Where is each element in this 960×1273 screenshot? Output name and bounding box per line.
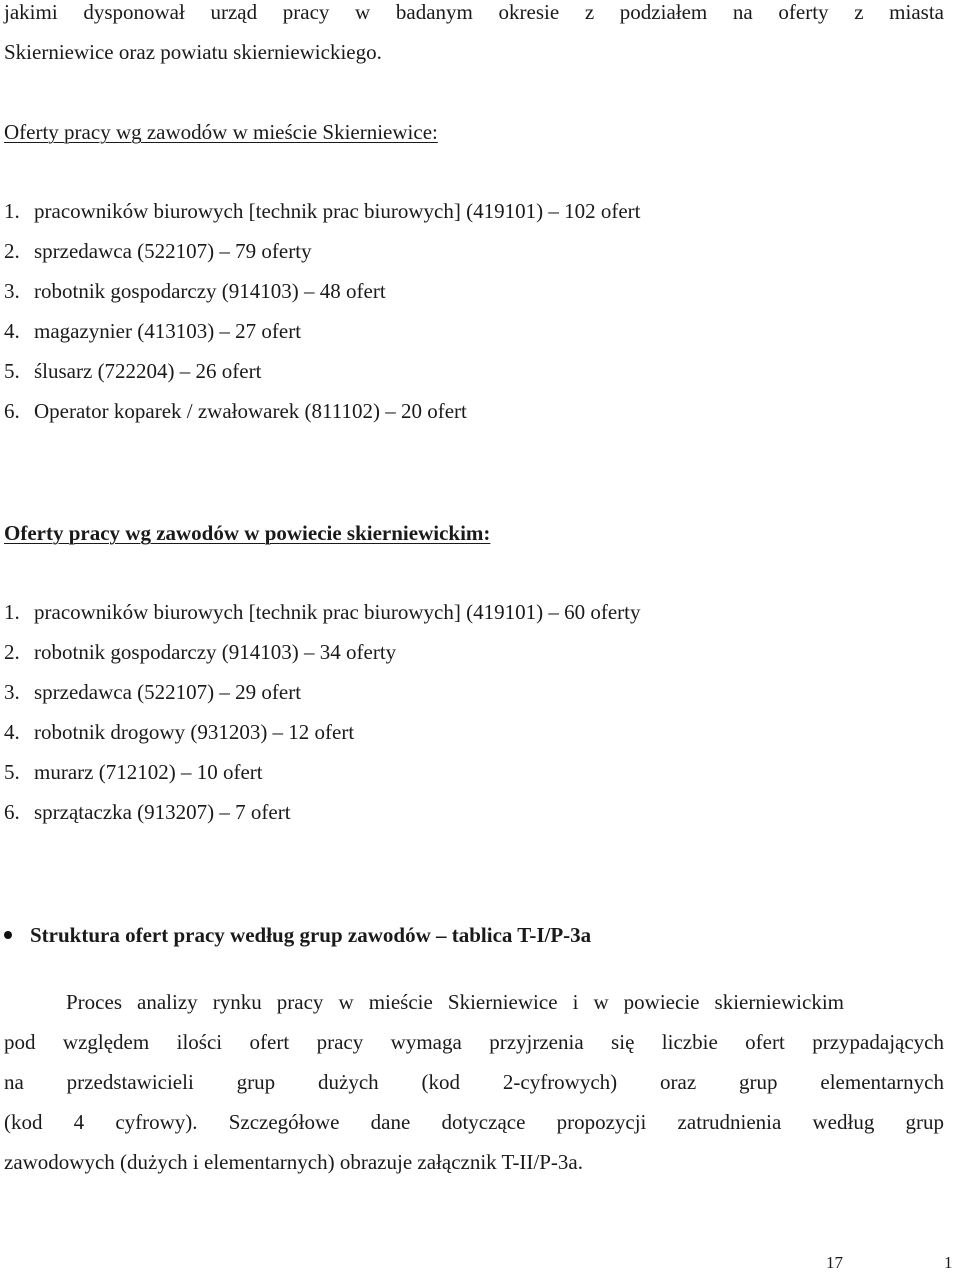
structure-section-title: Struktura ofert pracy według grup zawodów – tablica T-I/P-3a (30, 923, 592, 947)
paragraph-line-4: (kod 4 cyfrowy). Szczegółowe dane dotyczące propozycji zatrudnienia według grup (4, 1110, 944, 1134)
list-item (4, 280, 641, 320)
list-item-number: 2. (4, 239, 20, 263)
list-item-number: 6. (4, 399, 20, 423)
list-item-number: 5. (4, 760, 20, 784)
paragraph-line-5: zawodowych (dużych i elementarnych) obrazuje załącznik T-II/P-3a. (4, 1150, 583, 1174)
list-item-number: 1. (4, 600, 20, 624)
paragraph-line-3: na przedstawicieli grup dużych (kod 2-cyfrowych) oraz grup elementarnych (4, 1070, 944, 1094)
list-item-number: 1. (4, 199, 20, 223)
city-section-heading: Oferty pracy wg zawodów w mieście Skierniewice: (4, 120, 438, 144)
bullet-icon (4, 931, 12, 939)
list-item-number: 3. (4, 680, 20, 704)
page-number-right: 1 (944, 1253, 953, 1272)
list-item-number: 5. (4, 359, 20, 383)
list-item (4, 200, 641, 240)
list-item (4, 721, 641, 761)
list-item-number: 4. (4, 319, 20, 343)
list-item-number: 4. (4, 720, 20, 744)
list-item (4, 641, 641, 681)
county-section-heading: Oferty pracy wg zawodów w powiecie skierniewickim: (4, 521, 491, 545)
list-item-text: robotnik drogowy (931203) – 12 ofert (34, 720, 355, 744)
city-offers-list (4, 200, 641, 440)
list-item-text: ślusarz (722204) – 26 ofert (34, 359, 262, 383)
structure-section-heading (4, 923, 591, 948)
list-item (4, 400, 641, 440)
intro-line-2: Skierniewice oraz powiatu skierniewickiego. (4, 40, 382, 64)
list-item-text: Operator koparek / zwałowarek (811102) – 20 ofert (34, 399, 467, 423)
list-item-number: 6. (4, 800, 20, 824)
county-offers-list (4, 601, 641, 841)
list-item-text: pracowników biurowych [technik prac biurowych] (419101) – 60 oferty (34, 600, 641, 624)
list-item (4, 681, 641, 721)
list-item-text: sprzedawca (522107) – 79 oferty (34, 239, 312, 263)
paragraph-line-2: pod względem ilości ofert pracy wymaga przyjrzenia się liczbie ofert przypadających (4, 1030, 944, 1054)
list-item (4, 320, 641, 360)
list-item (4, 601, 641, 641)
list-item-text: murarz (712102) – 10 ofert (34, 760, 263, 784)
list-item-text: robotnik gospodarczy (914103) – 34 oferty (34, 640, 397, 664)
list-item (4, 240, 641, 280)
intro-line-1: jakimi dysponował urząd pracy w badanym okresie z podziałem na oferty z miasta (4, 0, 944, 24)
list-item (4, 360, 641, 400)
list-item (4, 761, 641, 801)
list-item-number: 3. (4, 279, 20, 303)
list-item-text: sprzątaczka (913207) – 7 ofert (34, 800, 291, 824)
list-item (4, 801, 641, 841)
page-number: 17 (826, 1253, 843, 1272)
list-item-text: robotnik gospodarczy (914103) – 48 ofert (34, 279, 386, 303)
list-item-number: 2. (4, 640, 20, 664)
paragraph-line-1: Proces analizy rynku pracy w mieście Skierniewice i w powiecie skierniewickim (66, 990, 844, 1014)
list-item-text: sprzedawca (522107) – 29 ofert (34, 680, 302, 704)
list-item-text: magazynier (413103) – 27 ofert (34, 319, 302, 343)
list-item-text: pracowników biurowych [technik prac biurowych] (419101) – 102 ofert (34, 199, 641, 223)
